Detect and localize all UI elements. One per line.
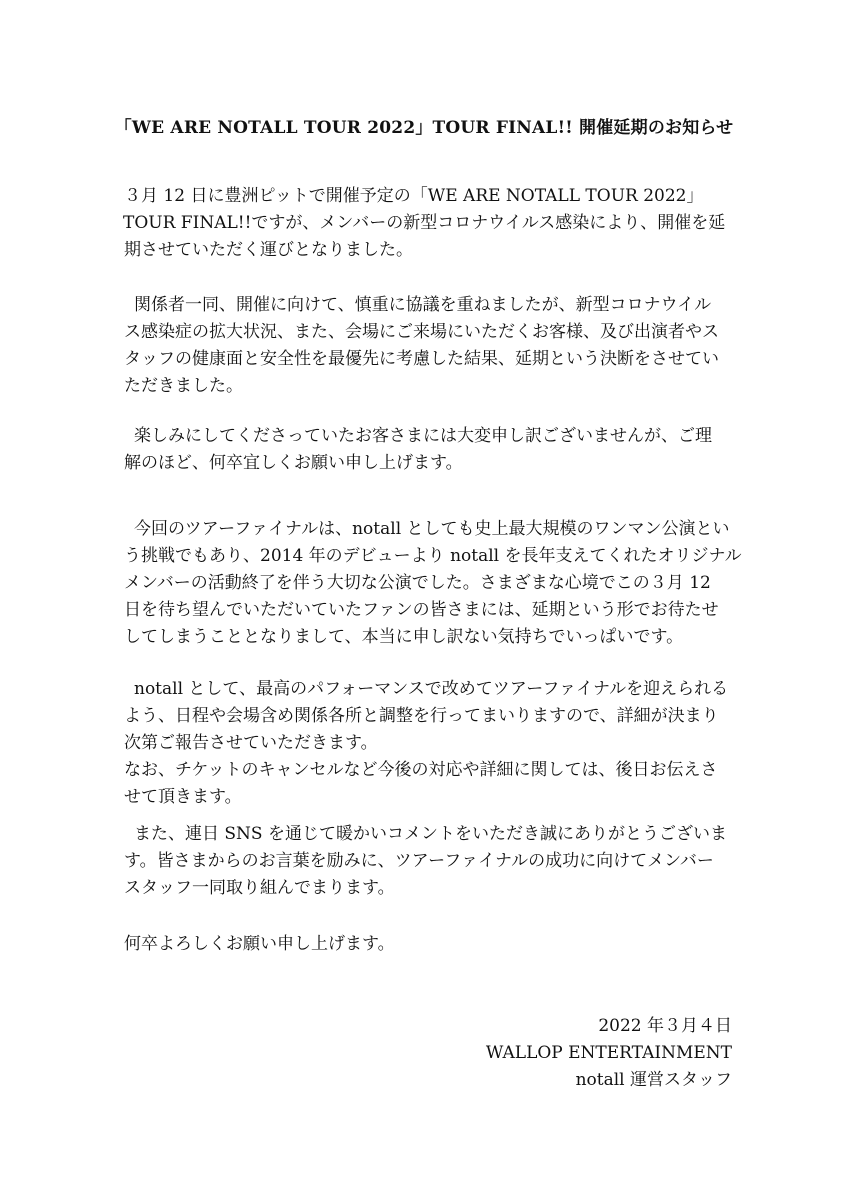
paragraph-line: メンバーの活動終了を伴う大切な公演でした。さまざまな心境でこの３月 12: [124, 573, 711, 593]
paragraph-line: よう、日程や会場含め関係各所と調整を行ってまいりますので、詳細が決まり: [124, 706, 719, 726]
paragraph-line: 日を待ち望んでいただいていたファンの皆さまには、延期という形でお待たせ: [124, 600, 719, 620]
paragraph-line: 次第ご報告させていただきます。: [124, 733, 378, 753]
document-title: 「WE ARE NOTALL TOUR 2022」TOUR FINAL!! 開催延期のお知らせ: [114, 118, 734, 138]
paragraph-line: なお、チケットのキャンセルなど今後の対応や詳細に関しては、後日お伝えさ: [124, 760, 718, 780]
signature-date: 2022 年３月４日: [598, 1016, 732, 1036]
paragraph-line: スタッフ一同取り組んでまります。: [124, 878, 395, 898]
paragraph-6: [124, 821, 764, 902]
paragraph-5: [124, 676, 764, 811]
paragraph-line: す。皆さまからのお言葉を励みに、ツアーファイナルの成功に向けてメンバー: [124, 851, 714, 871]
paragraph-line: 何卒よろしくお願い申し上げます。: [124, 934, 395, 954]
paragraph-line: 楽しみにしてくださっていたお客さまには大変申し訳ございませんが、ご理: [134, 426, 712, 446]
paragraph-line: 解のほど、何卒宜しくお願い申し上げます。: [124, 453, 463, 473]
paragraph-2: [124, 292, 764, 400]
paragraph-line: 関係者一同、開催に向けて、慎重に協議を重ねましたが、新型コロナウイル: [134, 295, 712, 315]
paragraph-line: ３月 12 日に豊洲ピットで開催予定の「WE ARE NOTALL TOUR 2022」: [124, 186, 704, 206]
paragraph-line: また、連日 SNS を通じて暖かいコメントをいただき誠にありがとうございま: [134, 824, 727, 844]
paragraph-line: せて頂きます。: [124, 787, 242, 807]
signature-block: [486, 1013, 732, 1094]
paragraph-line: う挑戦でもあり、2014 年のデビューより notall を長年支えてくれたオリジナル: [124, 546, 742, 566]
paragraph-line: してしまうこととなりまして、本当に申し訳ない気持ちでいっぱいです。: [124, 627, 684, 647]
paragraph-1: [124, 183, 764, 264]
paragraph-line: notall として、最高のパフォーマンスで改めてツアーファイナルを迎えられる: [134, 679, 729, 699]
paragraph-line: 期させていただく運びとなりました。: [124, 240, 413, 260]
signature-company: WALLOP ENTERTAINMENT: [485, 1043, 732, 1063]
paragraph-4: [124, 516, 764, 651]
paragraph-line: タッフの健康面と安全性を最優先に考慮した結果、延期という決断をさせてい: [124, 349, 719, 369]
paragraph-line: ス感染症の拡大状況、また、会場にご来場にいただくお客様、及び出演者やス: [124, 322, 719, 342]
signature-staff: notall 運営スタッフ: [575, 1070, 732, 1090]
paragraph-line: TOUR FINAL!!ですが、メンバーの新型コロナウイルス感染により、開催を延: [123, 213, 726, 233]
paragraph-3: [124, 423, 764, 477]
paragraph-line: 今回のツアーファイナルは、notall としても史上最大規模のワンマン公演とい: [134, 519, 730, 539]
paragraph-line: ただきました。: [124, 376, 243, 396]
paragraph-7: [124, 931, 764, 958]
